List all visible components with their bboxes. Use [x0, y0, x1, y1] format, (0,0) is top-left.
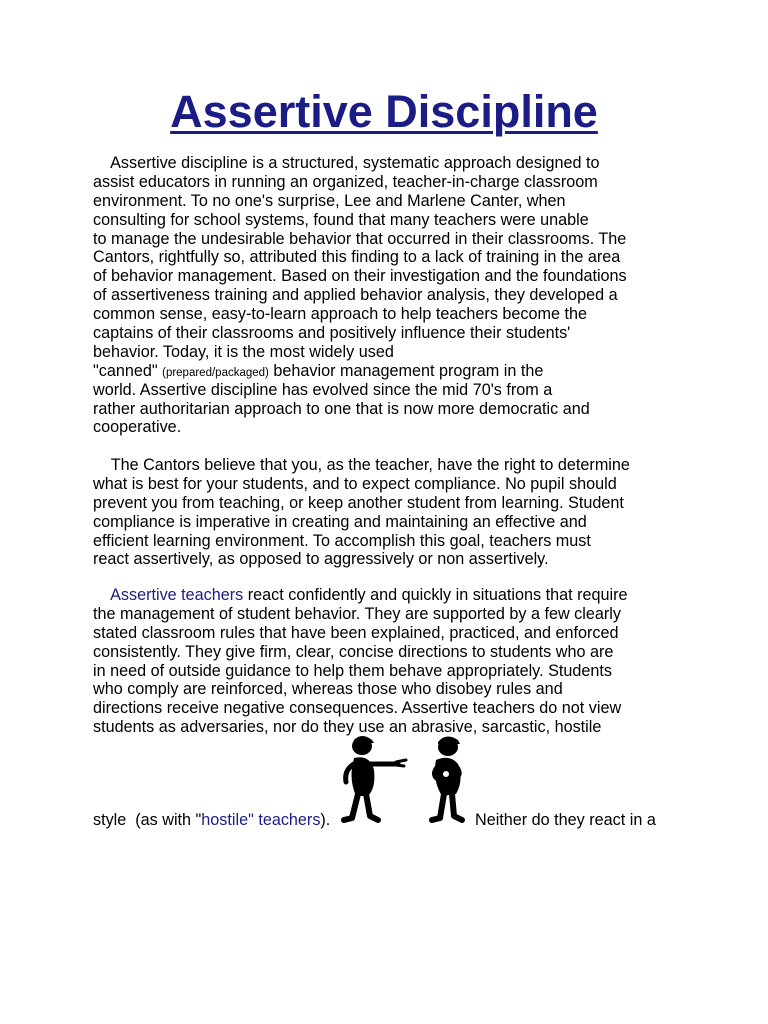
- canned-prefix: "canned": [93, 361, 163, 380]
- indent: [93, 586, 110, 604]
- paragraph-assertive-teachers: [93, 586, 683, 737]
- page-title: Assertive Discipline: [170, 86, 598, 137]
- style-line: [93, 811, 683, 830]
- paragraph-intro: [93, 154, 683, 437]
- text-line: Cantors, rightfully so, attributed this finding to a lack of training in the area: [93, 248, 621, 267]
- text-line: of behavior management. Based on their investigation and the foundations: [93, 267, 627, 286]
- text-line: efficient learning environment. To accomplish this goal, teachers must: [93, 531, 591, 550]
- text-line: who comply are reinforced, whereas those who disobey rules and: [93, 680, 563, 699]
- text-line: in need of outside guidance to help them behave appropriately. Students: [93, 661, 612, 680]
- paragraph-cantors: [93, 456, 683, 569]
- text-line: react assertively, as opposed to aggressively or non assertively.: [93, 550, 549, 569]
- text-line: cooperative.: [93, 418, 182, 437]
- text-line: stated classroom rules that have been explained, practiced, and enforced: [93, 623, 619, 642]
- text-line: the management of student behavior. They are supported by a few clearly: [93, 604, 621, 623]
- text-line: directions receive negative consequences. Assertive teachers do not view: [93, 699, 622, 718]
- style-line-left: [93, 811, 330, 830]
- style-line-right: Neither do they react in a: [475, 811, 656, 829]
- canned-suffix: behavior management program in the: [268, 361, 544, 380]
- text-line: consistently. They give firm, clear, concise directions to students who are: [93, 642, 614, 661]
- first-line-rest: react confidently and quickly in situations that require: [243, 586, 628, 604]
- text-line: common sense, easy-to-learn approach to help teachers become the: [93, 305, 587, 324]
- text-line: rather authoritarian approach to one that is now more democratic and: [93, 399, 590, 418]
- style-prefix: style (as with ": [93, 811, 202, 829]
- text-line: of assertiveness training and applied behavior analysis, they developed a: [93, 286, 618, 305]
- text-line: prevent you from teaching, or keep another student from learning. Student: [93, 493, 624, 512]
- assertive-teachers-link[interactable]: Assertive teachers: [110, 586, 244, 604]
- text-line-first: [93, 586, 683, 605]
- text-line: students as adversaries, nor do they use an abrasive, sarcastic, hostile: [93, 718, 602, 737]
- text-line: what is best for your students, and to expect compliance. No pupil should: [93, 474, 617, 493]
- style-suffix: ).: [320, 811, 331, 829]
- text-line: consulting for school systems, found that many teachers were unable: [93, 210, 589, 229]
- text-line: Assertive discipline is a structured, systematic approach designed to: [93, 154, 600, 172]
- text-line: to manage the undesirable behavior that occurred in their classrooms. The: [93, 229, 627, 248]
- canned-note: (prepared/packaged): [162, 366, 269, 379]
- text-line: behavior. Today, it is the most widely used: [93, 342, 394, 361]
- hostile-teachers-link[interactable]: hostile" teachers: [201, 811, 321, 829]
- text-line: world. Assertive discipline has evolved since the mid 70's from a: [93, 380, 553, 399]
- text-line: environment. To no one's surprise, Lee and Marlene Canter, when: [93, 191, 566, 210]
- text-line: assist educators in running an organized, teacher-in-charge classroom: [93, 172, 598, 191]
- text-line: compliance is imperative in creating and maintaining an effective and: [93, 512, 587, 531]
- text-line: captains of their classrooms and positively influence their students': [93, 324, 571, 343]
- text-line: The Cantors believe that you, as the teacher, have the right to determine: [93, 456, 630, 474]
- text-line-canned: [93, 362, 683, 381]
